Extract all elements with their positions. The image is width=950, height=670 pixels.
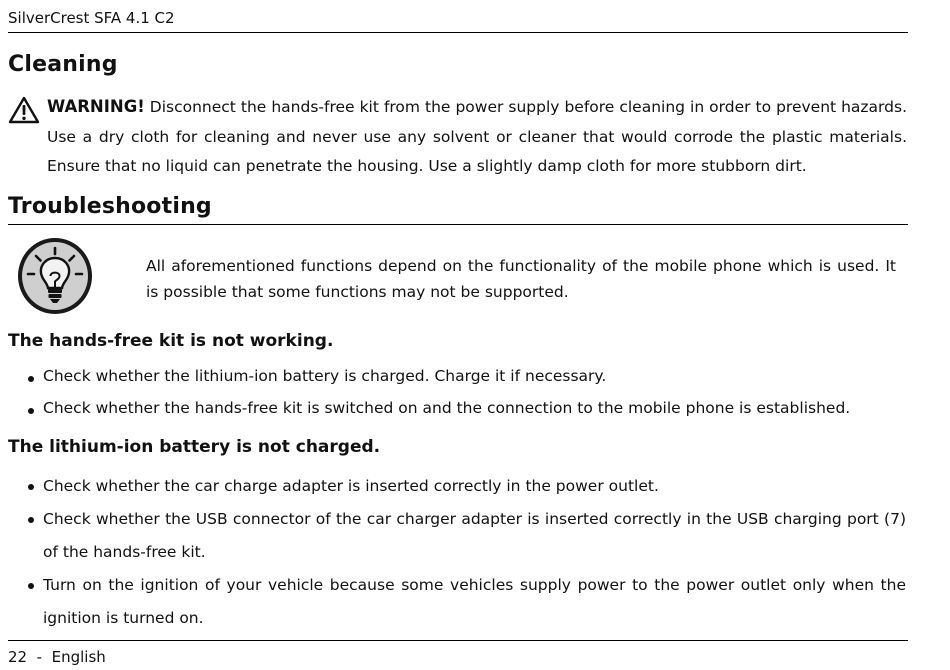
header-divider — [8, 32, 908, 33]
list-item: Check whether the USB connector of the car charger adapter is inserted correctly in the USB charging port (7) of the hands-free kit. — [26, 503, 906, 569]
note-text: All aforementioned functions depend on the functionality of the mobile phone which is used. It is possible that some functions may not be supported. — [146, 257, 896, 301]
footer-language: English — [51, 648, 106, 666]
footer-divider — [8, 640, 908, 641]
section-heading: The lithium-ion battery is not charged. — [8, 437, 381, 457]
page-header: SilverCrest SFA 4.1 C2 — [8, 9, 175, 27]
troubleshooting-title: Troubleshooting — [8, 194, 212, 219]
list-item: Check whether the car charge adapter is inserted correctly in the power outlet. — [26, 470, 906, 503]
list-item: Check whether the hands-free kit is switched on and the connection to the mobile phone is established. — [26, 396, 906, 421]
list-item: Turn on the ignition of your vehicle because some vehicles supply power to the power outlet only when the ignition is turned on. — [26, 569, 906, 635]
page-number: 22 — [8, 648, 28, 666]
warning-label: WARNING! — [47, 97, 145, 116]
lightbulb-icon — [16, 236, 94, 316]
warning-text: Disconnect the hands-free kit from the power supply before cleaning in order to prevent hazards. Use a dry cloth for cleaning and never use any solvent or cleaner that would corrode the plastic materials. Ensure that no liquid can penetrate the housing. Use a slightly damp cloth for more stubborn dirt. — [47, 98, 907, 175]
bullet-list — [26, 470, 906, 635]
warning-paragraph — [47, 92, 907, 182]
cleaning-title: Cleaning — [8, 52, 118, 77]
troubleshooting-divider — [8, 224, 908, 225]
section-heading: The hands-free kit is not working. — [8, 331, 334, 351]
footer-separator: - — [36, 648, 43, 666]
bullet-list — [26, 364, 906, 428]
list-item: Check whether the lithium-ion battery is charged. Charge it if necessary. — [26, 364, 906, 389]
page-footer — [8, 647, 106, 667]
warning-icon — [8, 96, 40, 124]
